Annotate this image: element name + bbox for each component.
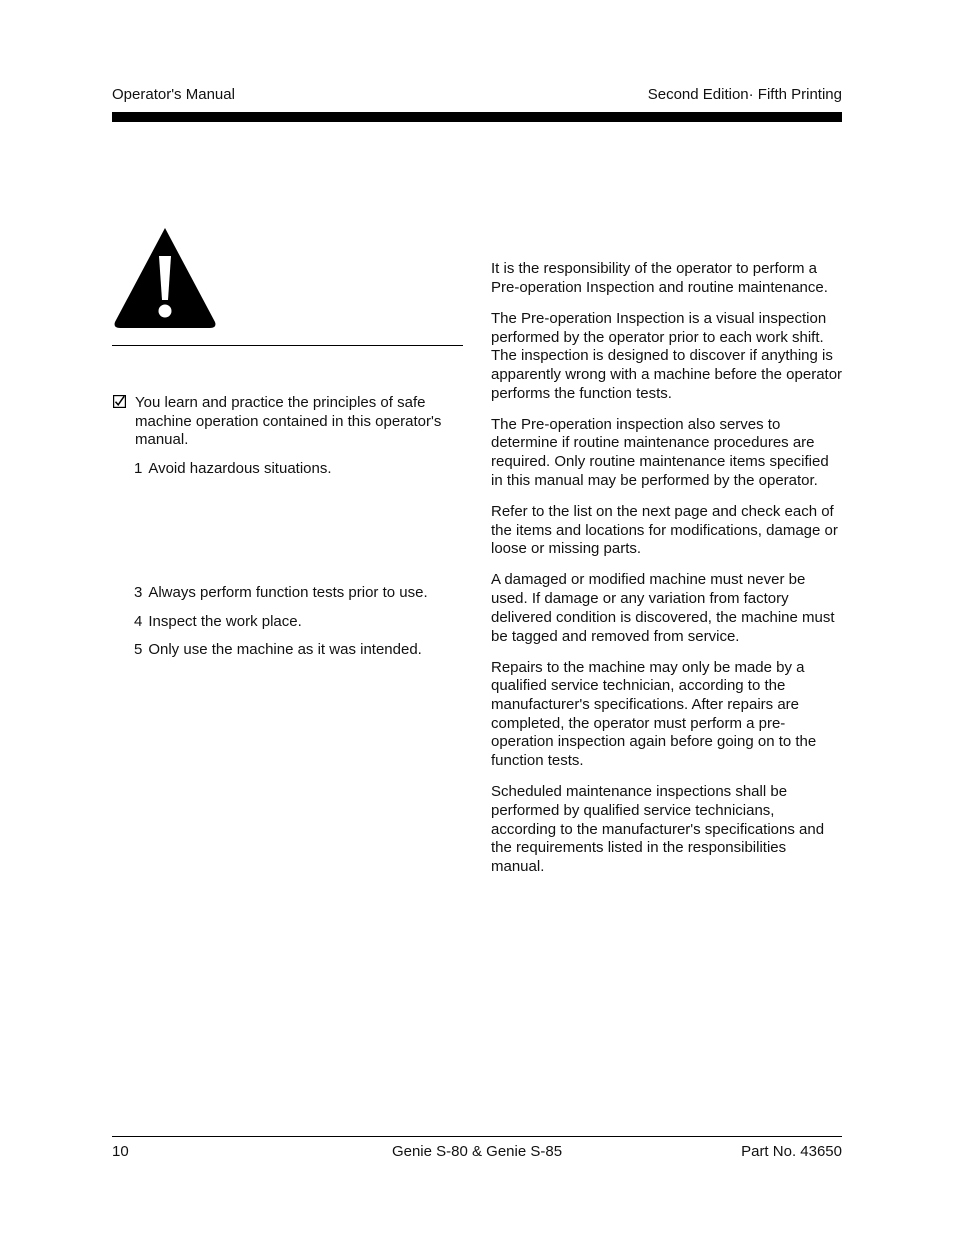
numbered-item-text: Only use the machine as it was intended.	[148, 641, 422, 658]
footer-divider	[112, 1136, 842, 1137]
paragraph: Scheduled maintenance inspections shall be performed by qualified service technicians, according to the manufacturer's specifications and the requirements listed in the responsibilities manual.	[491, 783, 825, 876]
paragraph: Refer to the list on the next page and check each of the items and locations for modifications, damage or loose or missing parts.	[491, 502, 838, 558]
numbered-item-5	[134, 641, 422, 659]
checklist-item-text: You learn and practice the principles of safe machine operation contained in this operator's manual.	[135, 394, 442, 449]
numbered-item-number: 4	[134, 613, 143, 630]
left-column	[112, 394, 464, 658]
numbered-item-text: Always perform function tests prior to use.	[148, 584, 428, 601]
checklist-item	[112, 394, 464, 450]
section-divider	[112, 345, 463, 346]
paragraph: A damaged or modified machine must never be used. If damage or any variation from factory delivered condition is discovered, the machine must be tagged and removed from service.	[491, 571, 835, 645]
checkbox-checked-icon	[113, 395, 126, 408]
paragraph: It is the responsibility of the operator to perform a Pre-operation Inspection and routine maintenance.	[491, 260, 828, 296]
numbered-item-3	[134, 584, 428, 602]
numbered-item-number: 5	[134, 641, 143, 658]
header-manual-title: Operator's Manual	[112, 86, 235, 103]
warning-triangle-icon	[111, 224, 219, 330]
paragraph: The Pre-operation inspection also serves to determine if routine maintenance procedures are required. Only routine maintenance items specified in this manual may be performed by the operator.	[491, 415, 829, 489]
numbered-item-text: Avoid hazardous situations.	[148, 460, 332, 477]
footer-part-number: Part No. 43650	[741, 1143, 842, 1160]
numbered-item-text: Inspect the work place.	[148, 613, 302, 630]
header-bar	[112, 112, 842, 122]
page-number: 10	[112, 1143, 129, 1160]
numbered-item-4	[134, 613, 302, 631]
numbered-item-number: 1	[134, 460, 143, 477]
numbered-item-1	[134, 460, 332, 478]
paragraph: The Pre-operation Inspection is a visual inspection performed by the operator prior to each work shift. The inspection is designed to discover if anything is apparently wrong with a machine before the operator performs the function tests.	[491, 309, 843, 402]
paragraph: Repairs to the machine may only be made by a qualified service technician, according to the manufacturer's specifications. After repairs are completed, the operator must perform a pre-operation inspection again before going on to the function tests.	[491, 658, 817, 770]
numbered-item-number: 3	[134, 584, 143, 601]
header-edition: Second Edition· Fifth Printing	[647, 86, 842, 103]
footer-model: Genie S-80 & Genie S-85	[391, 1143, 563, 1160]
right-column	[491, 260, 843, 889]
